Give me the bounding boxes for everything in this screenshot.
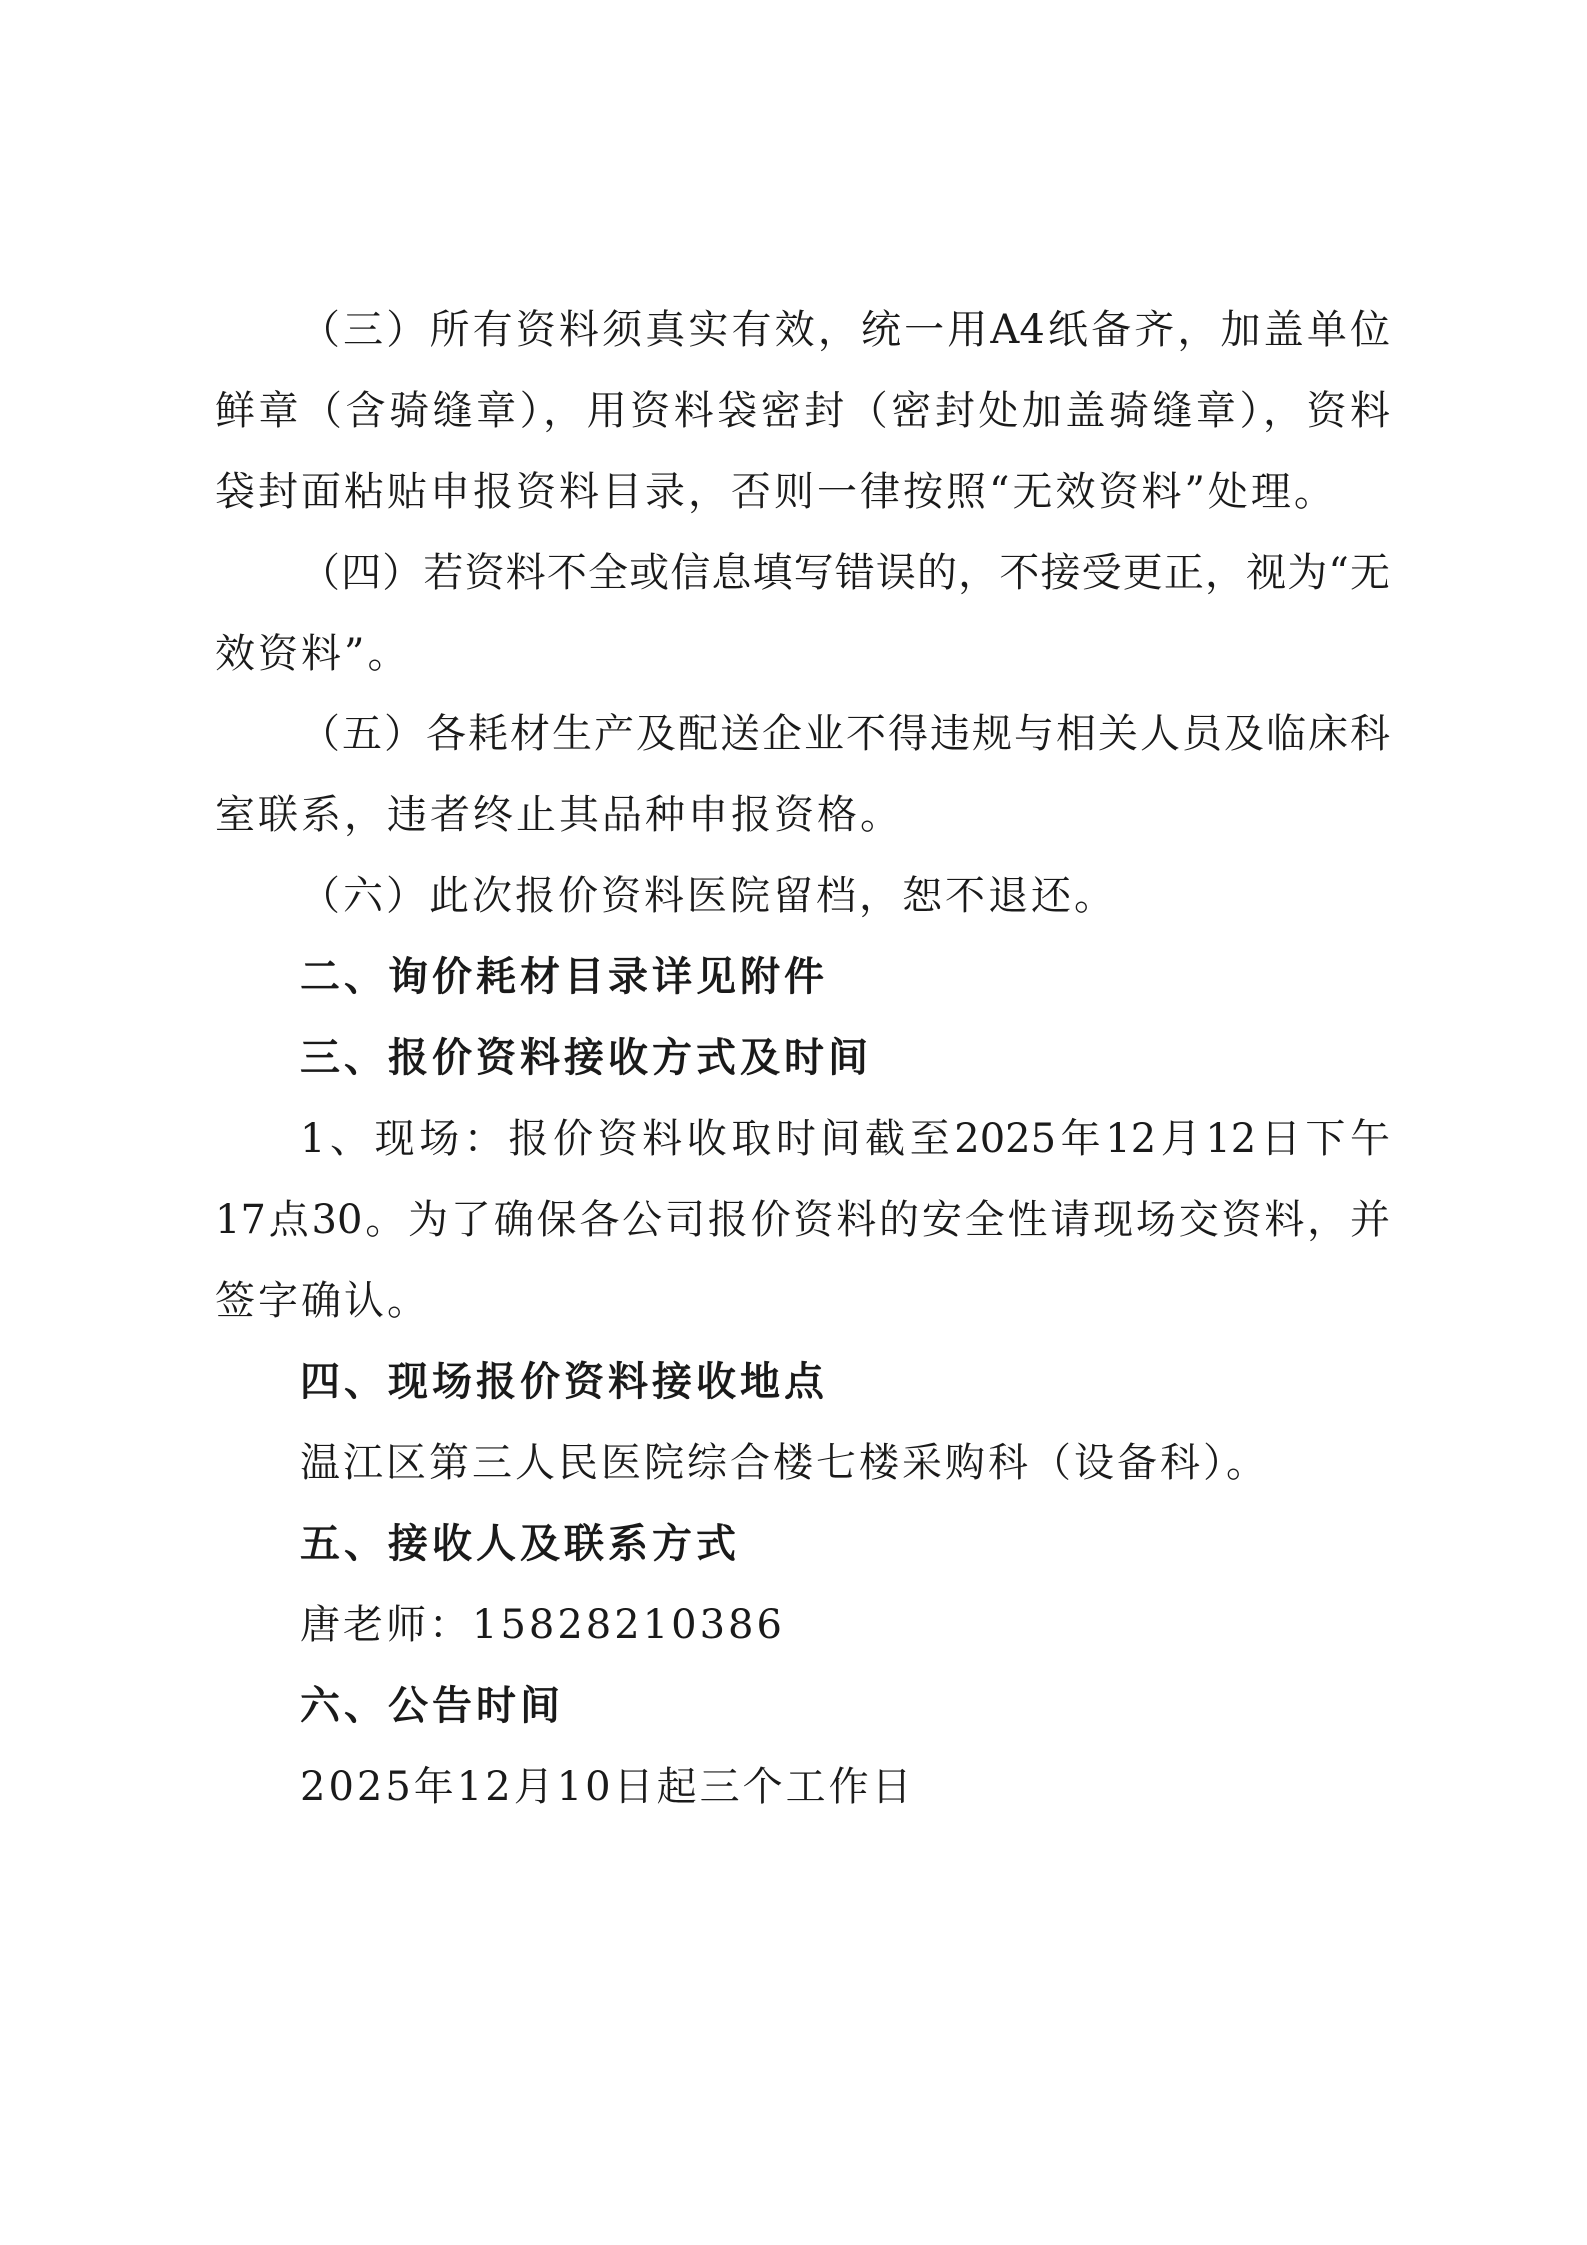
heading-5: 五、接收人及联系方式	[300, 1520, 740, 1567]
section4-line2: 效资料”。	[215, 631, 411, 677]
section3-line2: 鲜章（含骑缝章），用资料袋密封（密封处加盖骑缝章），资料	[215, 388, 1390, 434]
section6-line1: （六）此次报价资料医院留档，恕不退还。	[300, 873, 1117, 919]
section3-line3: 袋封面粘贴申报资料目录，否则一律按照“无效资料”处理。	[215, 469, 1337, 515]
contact-info: 唐老师：15828210386	[300, 1602, 785, 1648]
section4-line1: （四）若资料不全或信息填写错误的，不接受更正，视为“无	[300, 550, 1390, 596]
heading-3: 三、报价资料接收方式及时间	[300, 1034, 872, 1081]
item1-line2: 17点30。为了确保各公司报价资料的安全性请现场交资料，并	[215, 1197, 1390, 1243]
section3-line1: （三）所有资料须真实有效，统一用A4纸备齐，加盖单位	[300, 307, 1390, 353]
section5-line2: 室联系，违者终止其品种申报资格。	[215, 792, 903, 838]
section5-line1: （五）各耗材生产及配送企业不得违规与相关人员及临床科	[300, 711, 1390, 757]
item1-line1: 1、现场：报价资料收取时间截至2025年12月12日下午	[300, 1116, 1390, 1162]
heading-6: 六、公告时间	[300, 1682, 564, 1729]
heading-2: 二、询价耗材目录详见附件	[300, 953, 828, 1000]
notice-time: 2025年12月10日起三个工作日	[300, 1764, 915, 1810]
receiving-location: 温江区第三人民医院综合楼七楼采购科（设备科）。	[300, 1440, 1269, 1486]
heading-4: 四、现场报价资料接收地点	[300, 1358, 828, 1405]
item1-line3: 签字确认。	[215, 1278, 430, 1324]
